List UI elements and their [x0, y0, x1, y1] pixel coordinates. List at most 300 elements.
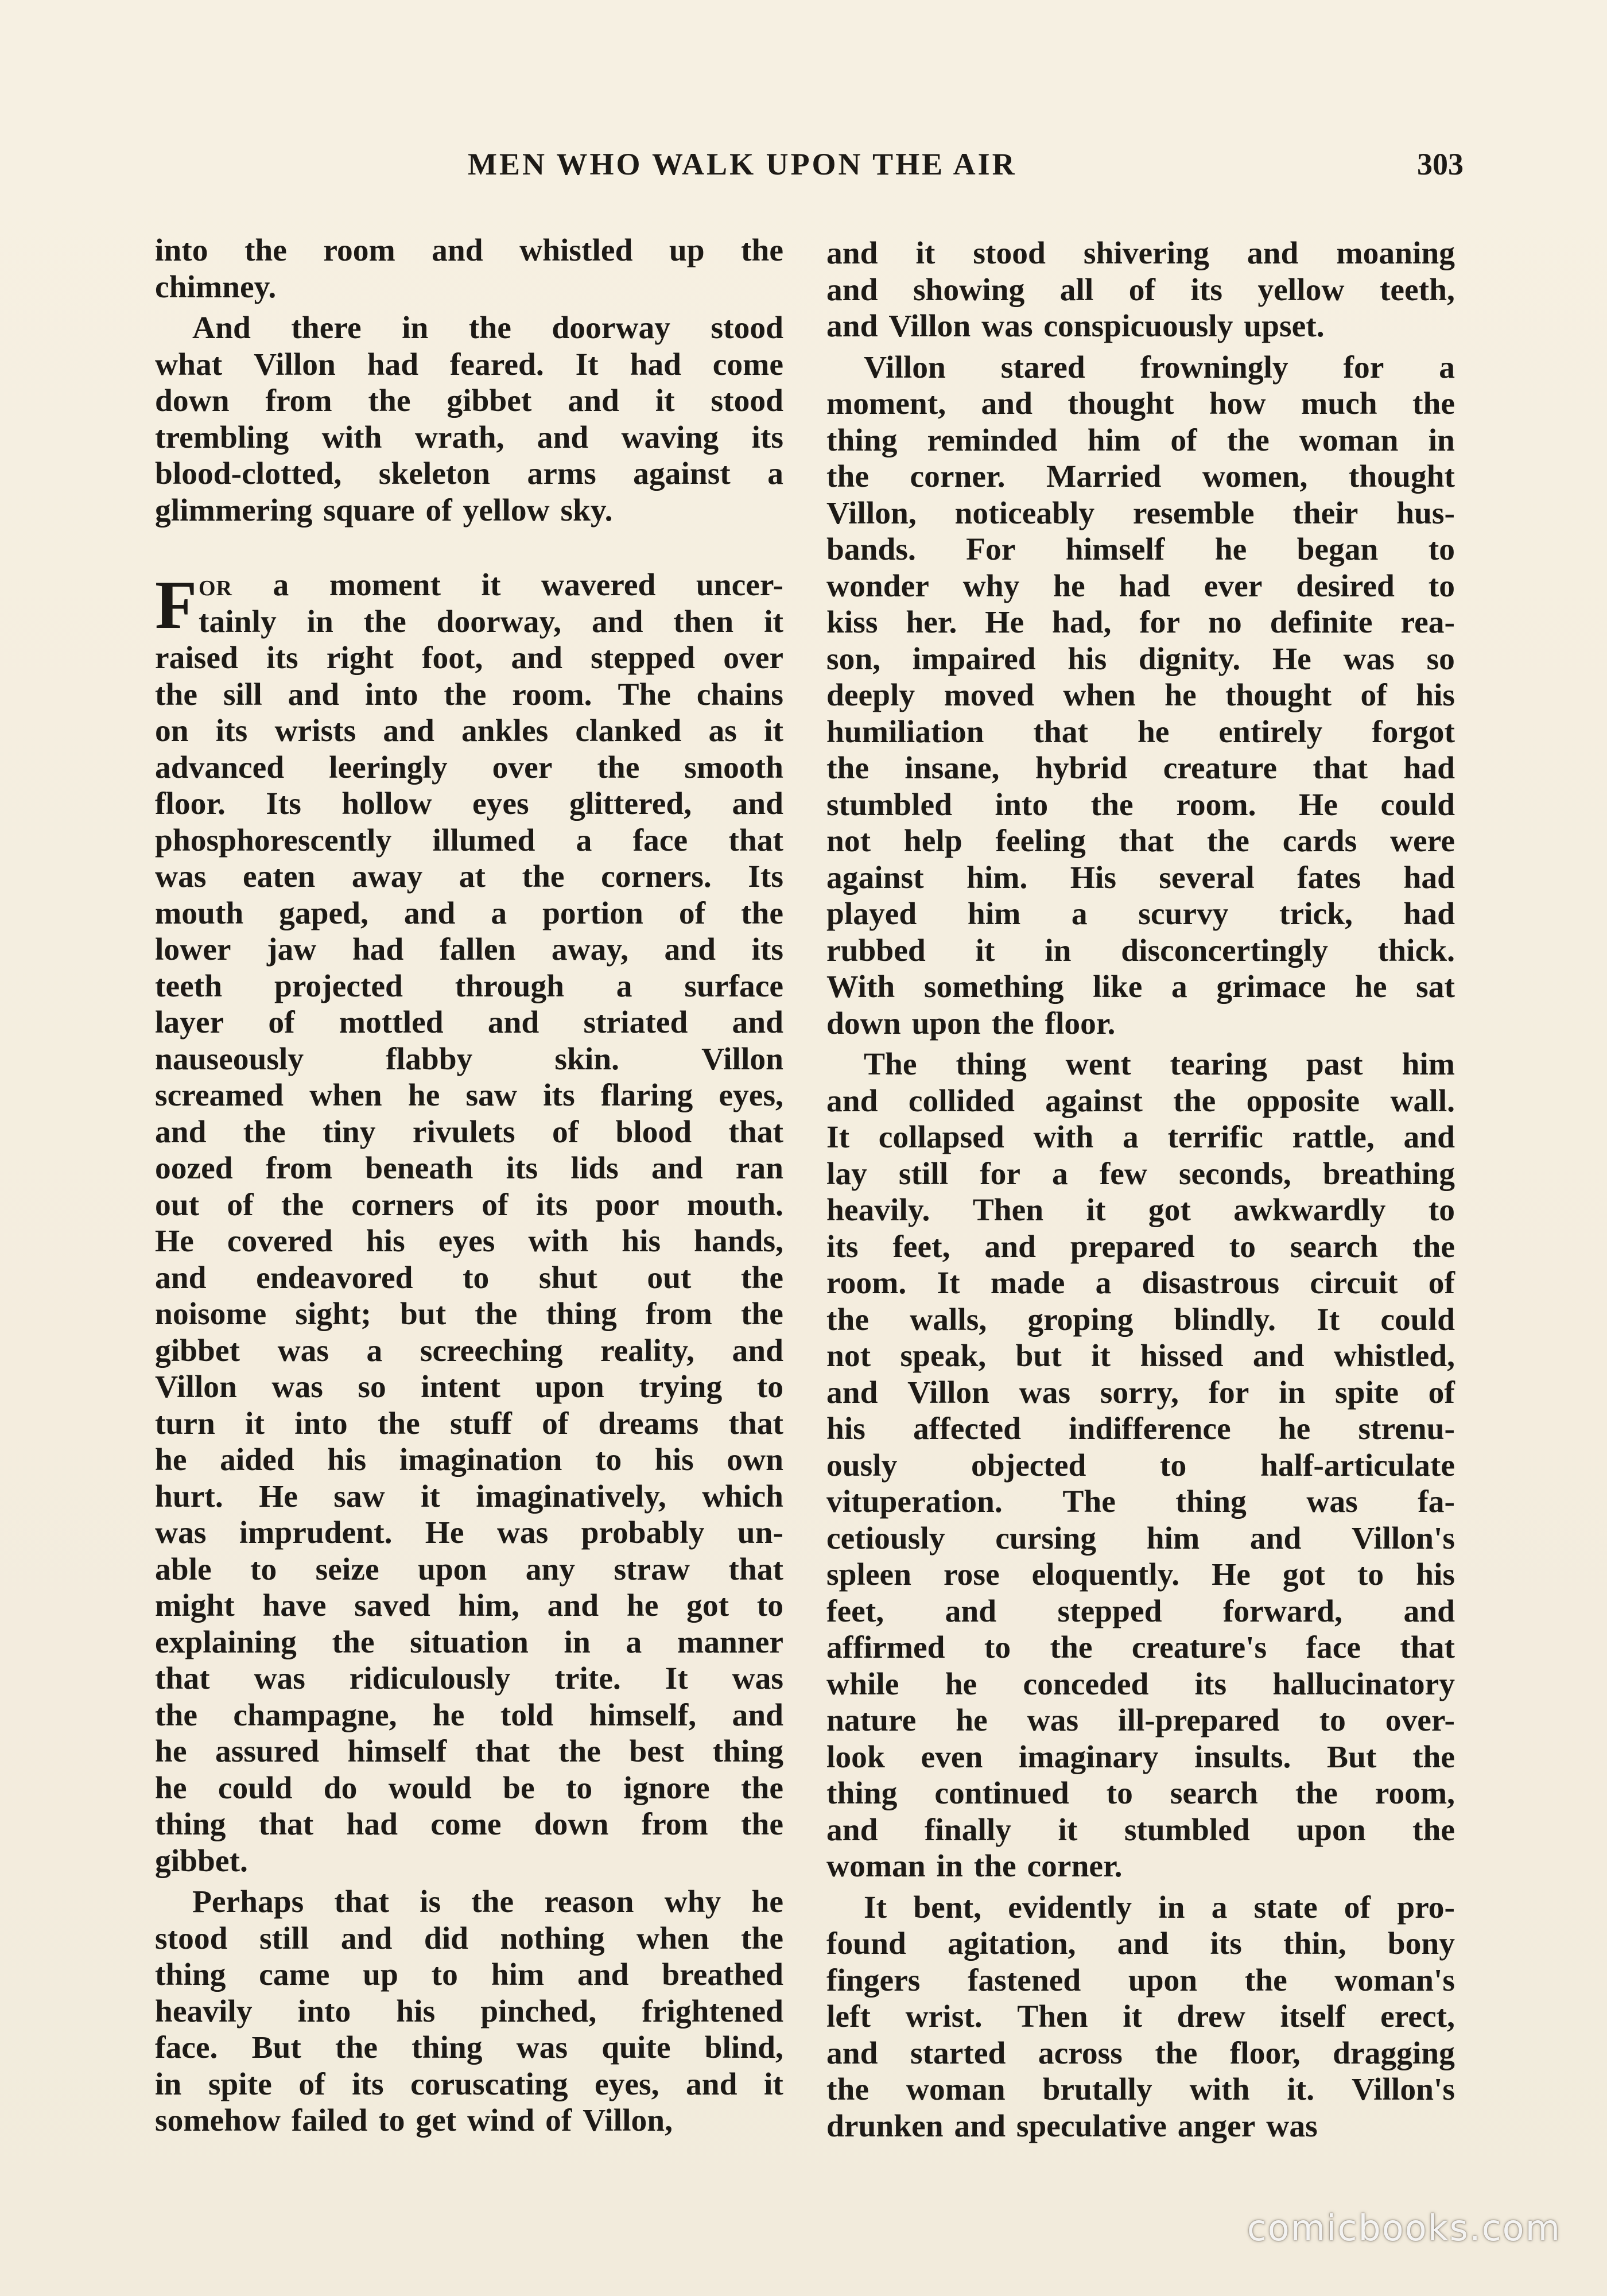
- word: the: [597, 750, 640, 785]
- word: And: [192, 311, 251, 346]
- word: do: [323, 1770, 358, 1806]
- word: beneath: [365, 1151, 473, 1186]
- word: to: [463, 1260, 490, 1296]
- text-line: [826, 1119, 1455, 1156]
- word: why: [664, 1884, 721, 1919]
- word: creature: [1163, 751, 1277, 786]
- word: and: [1403, 1120, 1455, 1155]
- text-line: [826, 1702, 1455, 1739]
- word: trembling: [155, 420, 289, 455]
- text-line: [826, 1521, 1455, 1557]
- word: groping: [1027, 1302, 1134, 1337]
- text-line: [155, 895, 783, 932]
- word: illumed: [432, 823, 535, 858]
- word: he: [155, 1442, 187, 1477]
- word: heavily.: [826, 1193, 930, 1228]
- word: the: [741, 1807, 783, 1842]
- word: saw: [465, 1078, 517, 1113]
- word: to: [756, 1370, 783, 1405]
- text-line: [826, 350, 1455, 386]
- text-line: [155, 2066, 783, 2103]
- drop-cap-letter: F: [155, 567, 197, 643]
- text-line: [155, 1406, 783, 1442]
- word: came: [259, 1957, 330, 1992]
- left-column: [155, 232, 783, 2139]
- text-line: [155, 640, 783, 677]
- word: the: [444, 677, 487, 712]
- word: walls,: [910, 1302, 987, 1337]
- word: started: [910, 2035, 1006, 2071]
- text-line: [155, 713, 783, 750]
- word: that: [258, 1807, 314, 1842]
- word: and: [732, 1697, 783, 1733]
- word: tiny: [323, 1114, 376, 1150]
- word: clanked: [575, 713, 682, 748]
- word: that: [728, 823, 783, 858]
- word: moved: [944, 678, 1034, 713]
- word: away: [351, 859, 423, 894]
- word: in: [1045, 933, 1072, 968]
- word: and: [826, 272, 878, 308]
- word: agitation,: [948, 1926, 1076, 1961]
- word: He: [1212, 1557, 1251, 1592]
- word: hands,: [694, 1224, 783, 1259]
- word: trite.: [554, 1661, 621, 1696]
- word: He: [425, 1515, 464, 1550]
- word: of: [227, 1187, 254, 1223]
- word: a: [616, 968, 632, 1004]
- word: and: [537, 420, 589, 455]
- word: a: [1439, 350, 1455, 385]
- text-line: [826, 1006, 1455, 1042]
- word: and: [288, 677, 340, 712]
- word: glittered,: [569, 786, 692, 821]
- word: his: [622, 1224, 661, 1259]
- word: ever: [1204, 568, 1263, 604]
- word: tainly: [199, 604, 277, 639]
- word: him: [967, 897, 1021, 932]
- word: thought: [1348, 459, 1455, 494]
- word: and: [432, 233, 483, 268]
- word: was: [496, 1515, 549, 1550]
- word: eaten: [242, 859, 316, 894]
- word: endeavored: [256, 1260, 413, 1296]
- word: his: [366, 1224, 405, 1259]
- word: hus-: [1396, 495, 1455, 531]
- text-line: [826, 235, 1455, 272]
- word: to: [1428, 1193, 1455, 1228]
- word: Villon's: [1352, 2072, 1455, 2107]
- word: of: [1170, 422, 1197, 458]
- word: of: [425, 492, 452, 528]
- word: un-: [737, 1515, 783, 1550]
- word: dreams: [598, 1406, 699, 1441]
- word: yellow: [463, 492, 550, 528]
- word: rivulets: [412, 1114, 515, 1150]
- word: no: [1208, 605, 1242, 640]
- word: frowningly: [1140, 350, 1288, 385]
- right-column: [826, 235, 1455, 2144]
- word: room: [323, 233, 395, 268]
- word: eyes: [438, 1224, 495, 1259]
- word: reality,: [600, 1333, 694, 1368]
- text-line: [155, 1077, 783, 1114]
- word: evidently: [1008, 1890, 1132, 1925]
- word: continued: [934, 1776, 1069, 1811]
- word: It: [575, 347, 599, 382]
- word: cetiously: [826, 1521, 945, 1556]
- word: upon: [417, 1552, 487, 1587]
- text-line: [826, 1448, 1455, 1484]
- word: it: [915, 236, 936, 271]
- word: dragging: [1333, 2035, 1455, 2071]
- text-line: [826, 1411, 1455, 1448]
- word: whistled,: [1333, 1339, 1455, 1374]
- word: to: [565, 1770, 593, 1806]
- text-line: [826, 896, 1455, 933]
- word: best: [629, 1734, 685, 1769]
- text-line: [826, 1338, 1455, 1375]
- word: was: [981, 309, 1033, 344]
- word: hollow: [341, 786, 432, 821]
- word: jaw: [267, 932, 317, 967]
- word: circuit: [1310, 1266, 1398, 1301]
- word: the: [377, 1406, 420, 1441]
- text-line: [155, 1733, 783, 1770]
- text-line: [826, 2072, 1455, 2108]
- word: to: [595, 1442, 622, 1477]
- word: of: [1128, 272, 1156, 308]
- word: the: [826, 751, 869, 786]
- word: and: [1249, 1521, 1302, 1556]
- word: he: [407, 1078, 440, 1113]
- word: sat: [1416, 969, 1455, 1004]
- word: he: [1165, 678, 1197, 713]
- word: ignore: [623, 1770, 710, 1806]
- word: eyes,: [719, 1078, 783, 1113]
- word: thin,: [1283, 1926, 1346, 1961]
- word: the: [244, 233, 287, 268]
- word: to: [1319, 1703, 1346, 1738]
- word: rose: [944, 1557, 1000, 1592]
- word: into: [155, 233, 208, 268]
- word: and: [547, 1588, 599, 1623]
- text-line: [826, 969, 1455, 1006]
- word: was: [1343, 641, 1395, 677]
- word: against: [1045, 1083, 1143, 1119]
- word: face: [632, 823, 688, 858]
- word: that: [728, 1552, 783, 1587]
- word: indifference: [1069, 1411, 1231, 1446]
- word: rattle,: [1292, 1120, 1375, 1155]
- word: not: [826, 824, 871, 859]
- word: uncer-: [696, 568, 783, 603]
- word: stared: [1000, 350, 1085, 385]
- word: Villon: [907, 1375, 990, 1410]
- word: any: [525, 1552, 576, 1587]
- word: from: [265, 383, 332, 418]
- word: on: [155, 713, 189, 748]
- word: brutally: [1042, 2072, 1152, 2107]
- word: moment,: [826, 386, 946, 421]
- word: gibbet.: [155, 1843, 248, 1879]
- word: thing: [712, 1734, 783, 1769]
- word: son,: [826, 641, 881, 677]
- word: pinched,: [480, 1994, 597, 2029]
- word: the: [468, 311, 511, 346]
- word: he: [751, 1884, 783, 1919]
- word: was: [1306, 1484, 1358, 1519]
- word: in: [1158, 1890, 1185, 1925]
- word: portion: [542, 895, 643, 931]
- text-line: [155, 1588, 783, 1624]
- text-line: [826, 750, 1455, 787]
- word: His: [1070, 860, 1116, 895]
- word: leeringly: [329, 750, 448, 785]
- word: ill-prepared: [1118, 1703, 1280, 1738]
- text-line: [155, 1004, 783, 1041]
- word: much: [1301, 386, 1377, 421]
- text-line: [826, 272, 1455, 309]
- word: He: [259, 1479, 298, 1514]
- word: insults.: [1194, 1739, 1291, 1775]
- word: collided: [908, 1083, 1015, 1119]
- word: corner.: [910, 459, 1006, 494]
- word: imaginary: [1018, 1739, 1159, 1775]
- text-line: [155, 1296, 783, 1333]
- word: and: [826, 1812, 878, 1848]
- word: a: [1123, 1120, 1139, 1155]
- word: With: [826, 969, 895, 1004]
- word: Villon: [888, 309, 971, 344]
- text-line: [155, 859, 783, 895]
- word: and: [1403, 1593, 1455, 1629]
- word: flaring: [600, 1078, 693, 1113]
- word: in: [936, 1849, 963, 1884]
- word: that: [1033, 714, 1089, 750]
- word: eyes: [472, 786, 529, 821]
- word: room.: [512, 677, 592, 712]
- text-line: [826, 1630, 1455, 1666]
- word: straw: [614, 1552, 690, 1587]
- word: him: [1087, 422, 1141, 458]
- word: half-articulate: [1260, 1448, 1455, 1483]
- word: aided: [220, 1442, 294, 1477]
- word: over: [723, 641, 783, 676]
- word: in: [306, 604, 333, 639]
- text-line: [826, 823, 1455, 860]
- word: The: [864, 1047, 917, 1082]
- word: affected: [913, 1411, 1021, 1446]
- word: forward,: [1222, 1593, 1343, 1629]
- paragraph: [155, 232, 783, 305]
- word: the: [973, 1849, 1016, 1884]
- word: could: [1380, 1302, 1455, 1337]
- word: that: [334, 1884, 389, 1919]
- word: and: [826, 309, 878, 344]
- word: he: [1278, 1411, 1311, 1446]
- word: trick,: [1279, 897, 1353, 932]
- word: thing: [826, 422, 898, 458]
- word: fa-: [1418, 1484, 1455, 1519]
- word: nothing: [500, 1921, 605, 1956]
- word: and: [155, 1260, 207, 1296]
- text-line: [155, 1624, 783, 1661]
- text-line: [155, 1661, 783, 1697]
- word: was: [254, 1661, 305, 1696]
- word: glimmering: [155, 492, 313, 528]
- word: when: [636, 1921, 709, 1956]
- word: The: [618, 677, 671, 712]
- word: his: [396, 1994, 436, 2029]
- word: and: [651, 1151, 703, 1186]
- word: eloquently.: [1031, 1557, 1180, 1592]
- word: speculative: [1016, 2108, 1167, 2144]
- word: somehow: [155, 2103, 281, 2138]
- word: the: [741, 1260, 783, 1296]
- word: against: [826, 860, 924, 895]
- word: that: [475, 1734, 530, 1769]
- word: heavily: [155, 1994, 253, 2029]
- text-line: [155, 1552, 783, 1588]
- word: of: [1360, 678, 1387, 713]
- word: its: [751, 420, 783, 455]
- word: to: [1160, 1448, 1187, 1483]
- word: the: [740, 1770, 783, 1806]
- word: it.: [1287, 2072, 1315, 2107]
- word: was: [155, 859, 207, 894]
- word: quite: [601, 2030, 671, 2065]
- word: speak,: [900, 1339, 987, 1374]
- word: sorry,: [1100, 1375, 1179, 1410]
- word: spite: [1335, 1375, 1399, 1410]
- word: thing: [412, 2030, 483, 2065]
- word: nature: [826, 1703, 917, 1738]
- word: to: [1229, 1229, 1256, 1265]
- word: stood: [155, 1921, 228, 1956]
- text-line: [826, 1812, 1455, 1849]
- word: tearing: [1170, 1047, 1268, 1082]
- word: him: [491, 1957, 545, 1992]
- word: noisome: [155, 1297, 267, 1332]
- word: champagne,: [233, 1697, 397, 1733]
- word: He: [155, 1224, 194, 1259]
- word: to: [378, 2103, 405, 2138]
- word: Its: [266, 786, 301, 821]
- word: stood: [711, 383, 783, 418]
- word: had: [1403, 897, 1455, 932]
- word: corners: [351, 1187, 454, 1223]
- word: he: [1137, 714, 1170, 750]
- word: screamed: [155, 1078, 284, 1113]
- word: is: [420, 1884, 441, 1919]
- word: women,: [1202, 459, 1308, 494]
- word: [199, 567, 232, 604]
- word: thing: [1175, 1484, 1247, 1519]
- paragraph: [826, 1046, 1455, 1885]
- text-line: [155, 1884, 783, 1921]
- text-line: [826, 1192, 1455, 1229]
- word: as: [708, 713, 737, 748]
- text-line: [826, 1666, 1455, 1703]
- word: that: [728, 1406, 783, 1441]
- word: and: [1247, 236, 1299, 271]
- word: intent: [421, 1370, 500, 1405]
- word: all: [1059, 272, 1094, 308]
- word: like: [1093, 969, 1143, 1004]
- word: the: [991, 1006, 1034, 1041]
- word: corner.: [1027, 1849, 1123, 1884]
- word: resemble: [1132, 495, 1255, 531]
- word: striated: [583, 1005, 688, 1040]
- word: and: [487, 1005, 539, 1040]
- word: the: [741, 1921, 783, 1956]
- word: thought: [1068, 386, 1174, 421]
- word: saved: [354, 1588, 430, 1623]
- word: for: [980, 1156, 1021, 1192]
- word: seize: [315, 1552, 379, 1587]
- word: his: [654, 1442, 694, 1477]
- word: him: [1402, 1047, 1455, 1082]
- running-head: [155, 146, 1464, 192]
- word: wavered: [541, 568, 656, 603]
- word: it: [655, 383, 675, 418]
- word: dignity.: [1138, 641, 1241, 677]
- word: finally: [924, 1812, 1012, 1848]
- word: could: [1380, 787, 1455, 823]
- word: poor: [595, 1187, 659, 1223]
- word: into: [995, 787, 1049, 823]
- word: help: [903, 824, 962, 859]
- word: woman's: [1334, 1963, 1455, 1998]
- word: the: [1412, 1812, 1455, 1848]
- word: gibbet: [447, 383, 532, 418]
- dropcap-paragraph: [155, 567, 783, 643]
- word: to: [1357, 1557, 1384, 1592]
- word: feet,: [826, 1593, 884, 1629]
- word: to: [431, 1957, 458, 1992]
- running-title: MEN WHO WALK UPON THE AIR: [468, 147, 1017, 181]
- word: against: [633, 456, 731, 491]
- text-line: [826, 1775, 1455, 1812]
- text-line: [155, 1994, 783, 2030]
- word: the: [1090, 787, 1134, 823]
- word: was: [1027, 1703, 1079, 1738]
- word: wonder: [826, 568, 929, 604]
- word: the: [522, 859, 565, 894]
- word: and: [984, 1229, 1036, 1265]
- text-line: [155, 1479, 783, 1515]
- word: he: [626, 1588, 659, 1623]
- text-line: [826, 2108, 1455, 2145]
- text-line: [826, 1083, 1455, 1120]
- word: a: [491, 895, 507, 931]
- word: stood: [973, 236, 1046, 271]
- text-line: [155, 232, 783, 269]
- word: and: [732, 786, 783, 821]
- word: wind: [467, 2103, 535, 2138]
- word: thick.: [1377, 933, 1455, 968]
- word: face.: [155, 2030, 218, 2065]
- word: the: [368, 383, 411, 418]
- word: away,: [551, 932, 628, 967]
- word: screeching: [420, 1333, 563, 1368]
- word: blind,: [704, 2030, 783, 2065]
- word: and: [383, 713, 434, 748]
- word: It: [1317, 1302, 1340, 1337]
- word: its: [826, 1229, 859, 1265]
- word: Villon: [864, 350, 946, 385]
